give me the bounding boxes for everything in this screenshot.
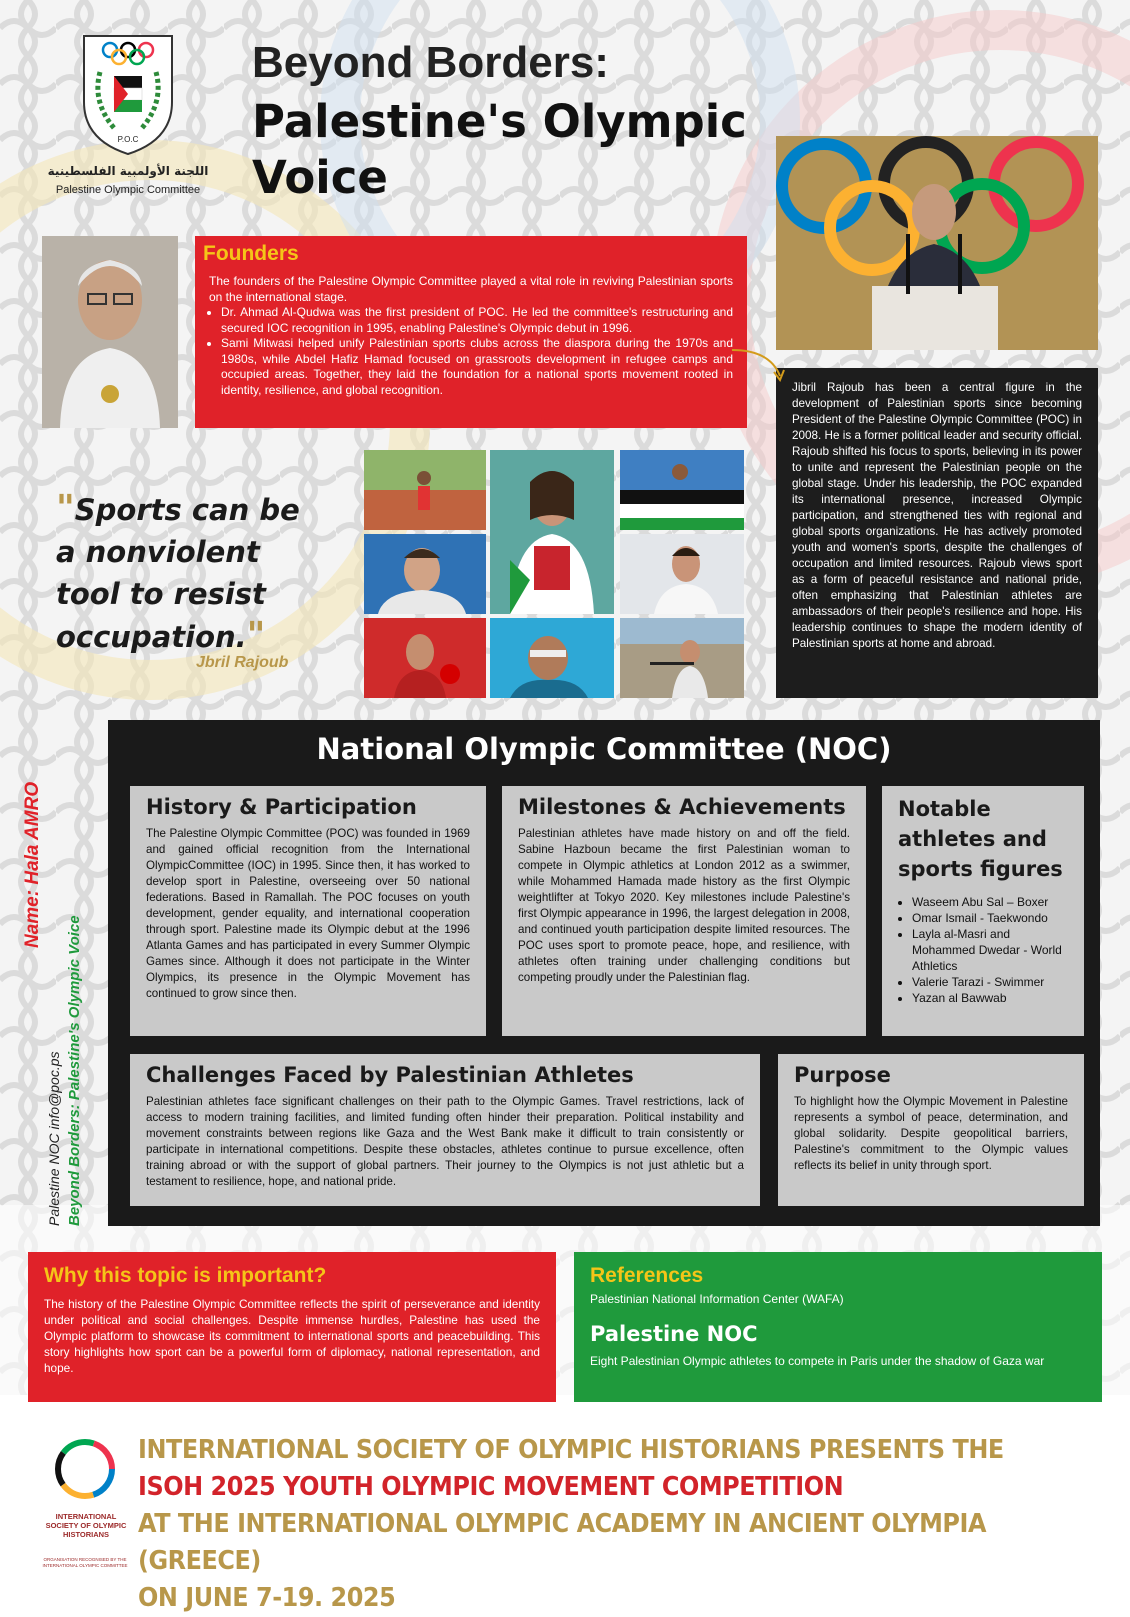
milestones-text: Palestinian athletes have made history on and off the field. Sabine Hazboun became the first Palestinian woman to compete in Olympic athletics at London 2012 as a swimmer, while Mohammed Hamada made history as the first Olympic weightlifter at Tokyo 2020. Key milestones include Palestine's first Olympic appearance in 1996, the largest delegation in 2008, and continued youth participation despite limited resources. The POC uses sport to promote peace, hope, and resilience, with athletes often training under challenging conditions but competing proudly under the Palestinian flag.: [518, 827, 850, 984]
purpose-heading: Purpose: [794, 1063, 891, 1087]
footer-announcement: [138, 1432, 1051, 1617]
athlete-photo: [620, 534, 744, 614]
purpose-card: [778, 1054, 1084, 1206]
notable-item: • Omar Ismail - Taekwondo: [912, 910, 1068, 926]
notable-item: • Yazan al Bawwab: [912, 990, 1068, 1006]
reference-item: Palestinian National Information Center (WAFA): [590, 1292, 844, 1306]
poc-logo: [80, 32, 176, 156]
footer-line1: INTERNATIONAL SOCIETY OF OLYMPIC HISTORIANS PRESENTS THE: [138, 1435, 1004, 1465]
athlete-photo: [490, 618, 614, 698]
rajoub-bio-text: Jibril Rajoub has been a central figure in the development of Palestinian sports since becoming President of the Palestine Olympic Committee (POC) in 2008. He is a former political leader and security official. Rajoub shifted his focus to sports, believing in its power to unite and represent the Palestinian people on the global stage. Under his leadership, the POC expanded its international presence, increased Olympic participation, and strengthened ties with regional and global sports organizations. He has actively promoted youth and women's sports, despite the challenges of occupation and limited resources. Rajoub views sport as a form of peaceful resistance and national pride, often emphasizing that Palestinian athletes are ambassadors of their people's resilience and hope. His leadership continues to shape the modern identity of Palestinian sports at home and abroad.: [792, 381, 1082, 650]
milestones-card: [502, 786, 866, 1036]
notable-card: [882, 786, 1084, 1036]
history-heading: History & Participation: [146, 795, 417, 819]
quote-author: Jbril Rajoub: [196, 654, 289, 671]
athlete-photo: [364, 618, 486, 698]
reference-item: Eight Palestinian Olympic athletes to compete in Paris under the shadow of Gaza war: [590, 1354, 1045, 1368]
references-heading: References: [590, 1264, 704, 1287]
notable-heading: Notable athletes and sports figures: [898, 797, 1063, 881]
notable-item: • Layla al-Masri and Mohammed Dwedar - World Athletics: [912, 926, 1068, 974]
quote-text: Sports can be a nonviolent tool to resist occupation.: [56, 493, 300, 654]
isoh-logo: [52, 1436, 118, 1502]
footer-line2: ISOH 2025 YOUTH OLYMPIC MOVEMENT COMPETITION: [138, 1472, 844, 1502]
isoh-name: INTERNATIONAL SOCIETY OF OLYMPIC HISTORIANS: [45, 1512, 127, 1539]
rajoub-bio: [776, 368, 1098, 698]
challenges-heading: Challenges Faced by Palestinian Athletes: [146, 1063, 634, 1087]
founder-portrait: [42, 236, 178, 428]
notable-item: • Waseem Abu Sal – Boxer: [912, 894, 1068, 910]
footer-line4: ON JUNE 7-19. 2025: [138, 1583, 396, 1613]
purpose-text: To highlight how the Olympic Movement in Palestine represents a symbol of peace, determination, and global solidarity. Despite geopolitical barriers, Palestine's commitment to the Olympic values reflects its belief in unity through sport.: [794, 1095, 1068, 1172]
why-text: The history of the Palestine Olympic Committee reflects the spirit of perseverance and identity under political and social challenges. Despite immense hurdles, Palestine has used the Olympic platform to showcase its commitment to international sports and peacebuilding. This story highlights how sport can be a powerful form of diplomacy, national representation, and hope.: [44, 1297, 540, 1375]
page-title-line1: Beyond Borders:: [252, 38, 609, 87]
founders-section: [195, 236, 747, 428]
notable-list: [898, 894, 1068, 1006]
references-section: [574, 1252, 1102, 1402]
challenges-card: [130, 1054, 760, 1206]
author-name: Name: Hala AMRO: [22, 781, 43, 948]
athlete-photo: [620, 450, 744, 530]
founders-heading: Founders: [203, 242, 299, 265]
poster-subtitle: Beyond Borders: Palestine's Olympic Voice: [66, 915, 83, 1226]
why-section: [28, 1252, 556, 1402]
noc-title: National Olympic Committee (NOC): [316, 732, 892, 766]
milestones-heading: Milestones & Achievements: [518, 795, 846, 819]
notable-item: • Valerie Tarazi - Swimmer: [912, 974, 1068, 990]
page-title-line2: Palestine's Olympic Voice: [252, 95, 747, 204]
isoh-recognition: ORGANISATION RECOGNISED BY THE INTERNATIONAL OLYMPIC COMMITTEE: [42, 1557, 128, 1568]
history-text: The Palestine Olympic Committee (POC) was founded in 1969 and gained official recognition from the International OlympicCommittee (IOC) in 1995. Since then, it has worked to develop sport in Palestine, overseeing over 50 national federations. Based in Ramallah. The POC focuses on youth development, gender equality, and international cooperation through sport. Palestine made its Olympic debut at the 1996 Atlanta Games and has participated in every Summer Olympic Games since. Although it does not participate in the Winter Olympics, its presence in the Olympic Movement has continued to grow since then.: [146, 827, 470, 1000]
rajoub-photo: [776, 136, 1098, 350]
why-heading: Why this topic is important?: [44, 1264, 327, 1287]
quote-open-mark: ": [56, 488, 75, 529]
contact-info: Palestine NOC info@poc.ps: [46, 1051, 62, 1226]
footer-line3: AT THE INTERNATIONAL OLYMPIC ACADEMY IN ANCIENT OLYMPIA (GREECE): [138, 1509, 986, 1576]
quote-close-mark: ": [246, 615, 266, 656]
org-name-arabic: اللجنة الأولمبية الفلسطينية: [47, 164, 209, 178]
quote-block: [56, 488, 316, 658]
athlete-photo: [620, 618, 744, 698]
athlete-photo: [364, 534, 486, 614]
org-name-english: Palestine Olympic Committee: [55, 184, 201, 196]
history-card: [130, 786, 486, 1036]
founders-item: • Dr. Ahmad Al-Qudwa was the first president of POC. He led the committee's restructuring and secured IOC recognition in 1995, enabling Palestine's Olympic debut in 1996.: [221, 305, 733, 336]
founders-intro: The founders of the Palestine Olympic Committee played a vital role in reviving Palestinian sports on the international stage.: [209, 274, 733, 304]
references-subheading: Palestine NOC: [590, 1322, 758, 1346]
founders-list: [209, 305, 733, 398]
arrow-icon: [730, 346, 790, 386]
svg-text:P.O.C: P.O.C: [117, 135, 139, 144]
founders-item: • Sami Mitwasi helped unify Palestinian sports clubs across the diaspora during the 1970s and 1980s, while Abdel Hafiz Hamad focused on grassroots development in refugee camps and occupied areas. Together, they laid the foundation for a national sports movement rooted in identity, resilience, and global recognition.: [221, 336, 733, 398]
challenges-text: Palestinian athletes face significant challenges on their path to the Olympic Games. Travel restrictions, lack of access to modern training facilities, and limited funding often hinder their preparation. Political instability and movement constraints between regions like Gaza and the West Bank make it difficult to train consistently or participate in international competitions. Despite these obstacles, athletes continue to pursue excellence, often training abroad or with the support of global partners. Their journey to the Olympics is not just athletic but a testament to resilience, hope, and national pride.: [146, 1095, 744, 1188]
athlete-photo: [490, 450, 614, 614]
athlete-photo: [364, 450, 486, 530]
